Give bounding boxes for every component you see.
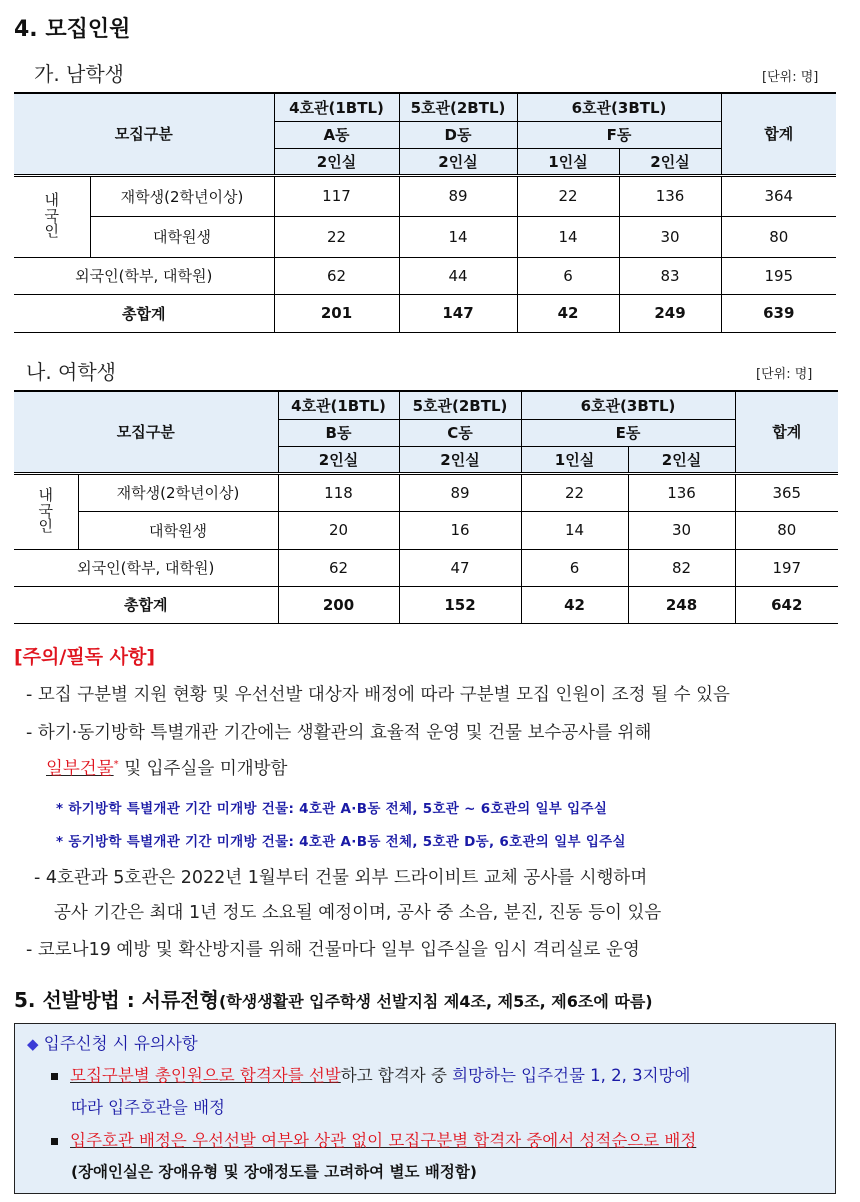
- header-block-d: D동: [399, 121, 517, 148]
- cell-value: 248: [628, 586, 735, 623]
- cell-value: 22: [517, 175, 619, 216]
- table-row: [14, 473, 838, 511]
- cell-value: 6: [521, 549, 628, 586]
- cell-total: 80: [735, 511, 838, 549]
- bullet-square-icon: [51, 1138, 58, 1145]
- cell-total: 364: [721, 175, 836, 216]
- female-subtitle: 나. 여학생: [26, 360, 116, 384]
- cell-total: 80: [721, 216, 836, 257]
- header-building-5: 5호관(2BTL): [399, 93, 517, 121]
- male-unit-label: [단위: 명]: [762, 70, 819, 85]
- summer-closure-note: * 하기방학 특별개관 기간 미개방 건물: 4호관 A·B동 전체, 5호관 ~ 6호관의 일부 입주실: [56, 801, 608, 817]
- cell-value: 136: [628, 473, 735, 511]
- male-subtitle: 가. 남학생: [34, 62, 124, 86]
- domestic-label: 내 국 인: [14, 473, 78, 549]
- section-title-selection: [14, 984, 653, 1013]
- cell-value: 83: [619, 257, 721, 294]
- cell-value: 89: [399, 175, 517, 216]
- box-title: [27, 1030, 198, 1054]
- cell-value: 136: [619, 175, 721, 216]
- cell-value: 20: [278, 511, 399, 549]
- box-title-text: 입주신청 시 유의사항: [43, 1034, 198, 1053]
- notice-item-covid: - 코로나19 예방 및 확산방지를 위해 건물마다 일부 입주실을 임시 격리실로 운영: [26, 940, 640, 960]
- header-room: 1인실: [517, 148, 619, 175]
- header-block-c: C동: [399, 419, 521, 446]
- header-room: 2인실: [399, 446, 521, 473]
- header-category: 모집구분: [14, 391, 278, 473]
- cell-value: 22: [274, 216, 399, 257]
- row-label: 대학원생: [90, 216, 274, 257]
- cell-total: 642: [735, 586, 838, 623]
- cell-value: 62: [278, 549, 399, 586]
- cell-value: 42: [521, 586, 628, 623]
- notice-item-adjustment: - 모집 구분별 지원 현황 및 우선선발 대상자 배정에 따라 구분별 모집 인원이 조정 될 수 있음: [26, 685, 730, 705]
- selection-method-reference: (학생생활관 입주학생 선발지침 제4조, 제5조, 제6조에 따름): [218, 992, 653, 1011]
- cell-total: 365: [735, 473, 838, 511]
- cell-value: 118: [278, 473, 399, 511]
- female-unit-label: [단위: 명]: [756, 367, 813, 382]
- cell-total: 639: [721, 294, 836, 332]
- male-recruitment-table: [14, 92, 836, 333]
- box-item-selection: 모집구분별 총인원으로 합격자를 선발하고 합격자 중 희망하는 입주건물 1, 2, 3지망에: [51, 1062, 690, 1086]
- header-room: 2인실: [278, 446, 399, 473]
- footnote-star: *: [113, 759, 119, 771]
- cell-value: 30: [619, 216, 721, 257]
- box-item-assignment: [51, 1127, 696, 1151]
- cell-value: 14: [521, 511, 628, 549]
- table-row: [14, 216, 836, 257]
- cell-value: 147: [399, 294, 517, 332]
- header-block-a: A동: [274, 121, 399, 148]
- header-room: 1인실: [521, 446, 628, 473]
- table-row: [14, 511, 838, 549]
- cell-value: 89: [399, 473, 521, 511]
- cell-value: 82: [628, 549, 735, 586]
- cell-total: 197: [735, 549, 838, 586]
- cell-value: 117: [274, 175, 399, 216]
- header-building-6: 6호관(3BTL): [517, 93, 721, 121]
- header-room: 2인실: [628, 446, 735, 473]
- cell-value: 14: [399, 216, 517, 257]
- diamond-icon: ◆: [27, 1035, 39, 1053]
- row-label: 외국인(학부, 대학원): [14, 257, 274, 294]
- row-label: 재학생(2학년이상): [90, 175, 274, 216]
- box-item-selection-cont: 따라 입주호관을 배정: [71, 1098, 225, 1117]
- notice-text: 및 입주실을 미개방함: [118, 759, 288, 779]
- notice-item-construction-cont: 공사 기간은 최대 1년 정도 소요될 예정이며, 공사 중 소음, 분진, 진동 등이 있음: [54, 903, 662, 923]
- header-building-4: 4호관(1BTL): [274, 93, 399, 121]
- cell-value: 62: [274, 257, 399, 294]
- header-category: 모집구분: [14, 93, 274, 175]
- cell-value: 249: [619, 294, 721, 332]
- row-label: 총합계: [14, 294, 274, 332]
- cell-value: 42: [517, 294, 619, 332]
- winter-closure-note: * 동기방학 특별개관 기간 미개방 건물: 4호관 A·B동 전체, 5호관 D동, 6호관의 일부 입주실: [56, 834, 626, 850]
- table-row: [14, 257, 836, 294]
- header-total: 합계: [735, 391, 838, 473]
- cell-value: 47: [399, 549, 521, 586]
- application-notes-box: [14, 1023, 836, 1194]
- cell-total: 195: [721, 257, 836, 294]
- row-label: 재학생(2학년이상): [78, 473, 278, 511]
- row-label: 대학원생: [78, 511, 278, 549]
- header-block-f: F동: [517, 121, 721, 148]
- highlight-text: 입주호관 배정은 우선선발 여부와 상관 없이 모집구분별 합격자 중에서 성적순으로 배정: [70, 1131, 697, 1150]
- notice-item-closure: - 하기·동기방학 특별개관 기간에는 생활관의 효율적 운영 및 건물 보수공사를 위해: [26, 723, 652, 743]
- notice-title: [주의/필독 사항]: [14, 646, 156, 668]
- cell-value: 44: [399, 257, 517, 294]
- header-building-4: 4호관(1BTL): [278, 391, 399, 419]
- cell-value: 201: [274, 294, 399, 332]
- header-room: 2인실: [274, 148, 399, 175]
- highlight-text: 모집구분별 총인원으로 합격자를 선발: [70, 1066, 341, 1085]
- cell-value: 30: [628, 511, 735, 549]
- cell-value: 200: [278, 586, 399, 623]
- header-building-6: 6호관(3BTL): [521, 391, 735, 419]
- row-label: 외국인(학부, 대학원): [14, 549, 278, 586]
- table-row: [14, 549, 838, 586]
- table-row-grand-total: [14, 586, 838, 623]
- section-title-recruitment: 4. 모집인원: [14, 17, 131, 42]
- notice-item-closure-cont: [46, 755, 287, 780]
- female-recruitment-table: [14, 390, 838, 624]
- header-block-e: E동: [521, 419, 735, 446]
- header-room: 2인실: [619, 148, 721, 175]
- cell-value: 16: [399, 511, 521, 549]
- row-label: 총합계: [14, 586, 278, 623]
- header-total: 합계: [721, 93, 836, 175]
- table-row: [14, 175, 836, 216]
- table-row-grand-total: [14, 294, 836, 332]
- cell-value: 6: [517, 257, 619, 294]
- preference-text: 희망하는 입주건물 1, 2, 3지망에: [452, 1066, 691, 1085]
- cell-value: 22: [521, 473, 628, 511]
- disability-room-note: (장애인실은 장애유형 및 장애정도를 고려하여 별도 배정함): [71, 1163, 477, 1181]
- header-block-b: B동: [278, 419, 399, 446]
- notice-item-construction: - 4호관과 5호관은 2022년 1월부터 건물 외부 드라이비트 교체 공사를 시행하며: [34, 868, 648, 888]
- header-building-5: 5호관(2BTL): [399, 391, 521, 419]
- cell-value: 152: [399, 586, 521, 623]
- selection-method-title: 5. 선발방법 : 서류전형: [14, 988, 219, 1012]
- domestic-label: 내 국 인: [14, 175, 90, 257]
- header-room: 2인실: [399, 148, 517, 175]
- cell-value: 14: [517, 216, 619, 257]
- bullet-square-icon: [51, 1073, 58, 1080]
- partial-buildings-link: 일부건물: [46, 759, 114, 779]
